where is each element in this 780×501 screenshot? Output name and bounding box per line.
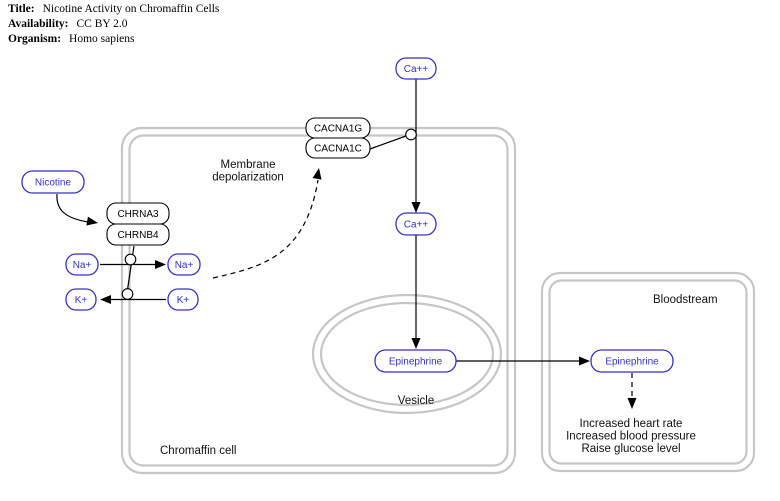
arrowhead-ca-epinephrine-icon — [412, 338, 421, 349]
nicotine-label: Nicotine — [34, 177, 72, 189]
ca-intracellular-label: Ca++ — [403, 219, 429, 231]
node-na-intracellular[interactable] — [168, 254, 200, 275]
na-intracellular-label: Na+ — [174, 260, 194, 271]
epinephrine-vesicle-label: Epinephrine — [388, 356, 443, 368]
arrowhead-k-icon — [100, 295, 111, 304]
node-cacna1c[interactable] — [306, 138, 370, 158]
node-ca-extracellular[interactable] — [396, 58, 436, 79]
arrow-nicotine-to-receptor — [57, 194, 88, 222]
node-ca-intracellular[interactable] — [396, 213, 436, 235]
arrow-depolarization-activates-cacna — [213, 180, 318, 278]
na-extracellular-label: Na+ — [72, 260, 92, 271]
availability-value: CC BY 2.0 — [76, 18, 128, 30]
node-chrnb4[interactable] — [107, 224, 169, 245]
cacna1g-label: CACNA1G — [313, 123, 363, 135]
cacna1c-label: CACNA1C — [314, 143, 362, 155]
k-intracellular-label: K+ — [176, 295, 190, 306]
header-organism-row — [8, 32, 219, 47]
node-cacna1g[interactable] — [306, 118, 370, 138]
node-nicotine[interactable] — [22, 171, 84, 193]
title-value: Nicotine Activity on Chromaffin Cells — [42, 3, 220, 15]
epinephrine-bloodstream-label: Epinephrine — [605, 356, 659, 368]
k-channel-anchor-icon — [122, 289, 133, 300]
cacna-anchor-line — [370, 136, 406, 149]
membrane-depolarization-label-line1: Membrane — [220, 159, 276, 171]
ca-extracellular-label: Ca++ — [403, 64, 429, 75]
node-k-intracellular[interactable] — [168, 289, 198, 310]
chrna3-label: CHRNA3 — [117, 209, 159, 220]
arrowhead-depolarization-icon — [313, 167, 324, 179]
chromaffin-cell-label: Chromaffin cell — [160, 445, 237, 457]
arrowhead-secretion-icon — [579, 357, 590, 366]
na-channel-anchor-icon — [125, 254, 136, 265]
header-title-row — [8, 2, 219, 17]
effect-glucose-label: Raise glucose level — [581, 443, 681, 455]
effect-heart-rate-label: Increased heart rate — [579, 418, 683, 430]
node-na-extracellular[interactable] — [66, 254, 98, 275]
chrnb4-label: CHRNB4 — [117, 230, 159, 241]
organism-value: Homo sapiens — [69, 33, 135, 45]
arrowhead-na-icon — [155, 260, 166, 269]
title-label: Title: — [8, 3, 35, 15]
membrane-depolarization-label-line2: depolarization — [212, 171, 284, 184]
header-availability-row — [8, 17, 219, 32]
k-extracellular-label: K+ — [74, 295, 88, 306]
arrowhead-ca-influx-icon — [412, 202, 421, 213]
vesicle-label: Vesicle — [397, 395, 435, 407]
node-epinephrine-vesicle[interactable] — [375, 350, 456, 372]
pathway-header — [8, 2, 219, 47]
organism-label: Organism: — [8, 33, 62, 45]
node-k-extracellular[interactable] — [66, 289, 96, 310]
arrowhead-nicotine-icon — [86, 217, 98, 228]
ca-channel-anchor-icon — [406, 129, 417, 140]
bloodstream-label: Bloodstream — [653, 294, 718, 306]
node-chrna3[interactable] — [107, 203, 169, 224]
node-epinephrine-bloodstream[interactable] — [591, 350, 673, 372]
arrowhead-effects-icon — [628, 398, 637, 409]
availability-label: Availability: — [8, 18, 69, 30]
effect-blood-pressure-label: Increased blood pressure — [566, 430, 696, 443]
